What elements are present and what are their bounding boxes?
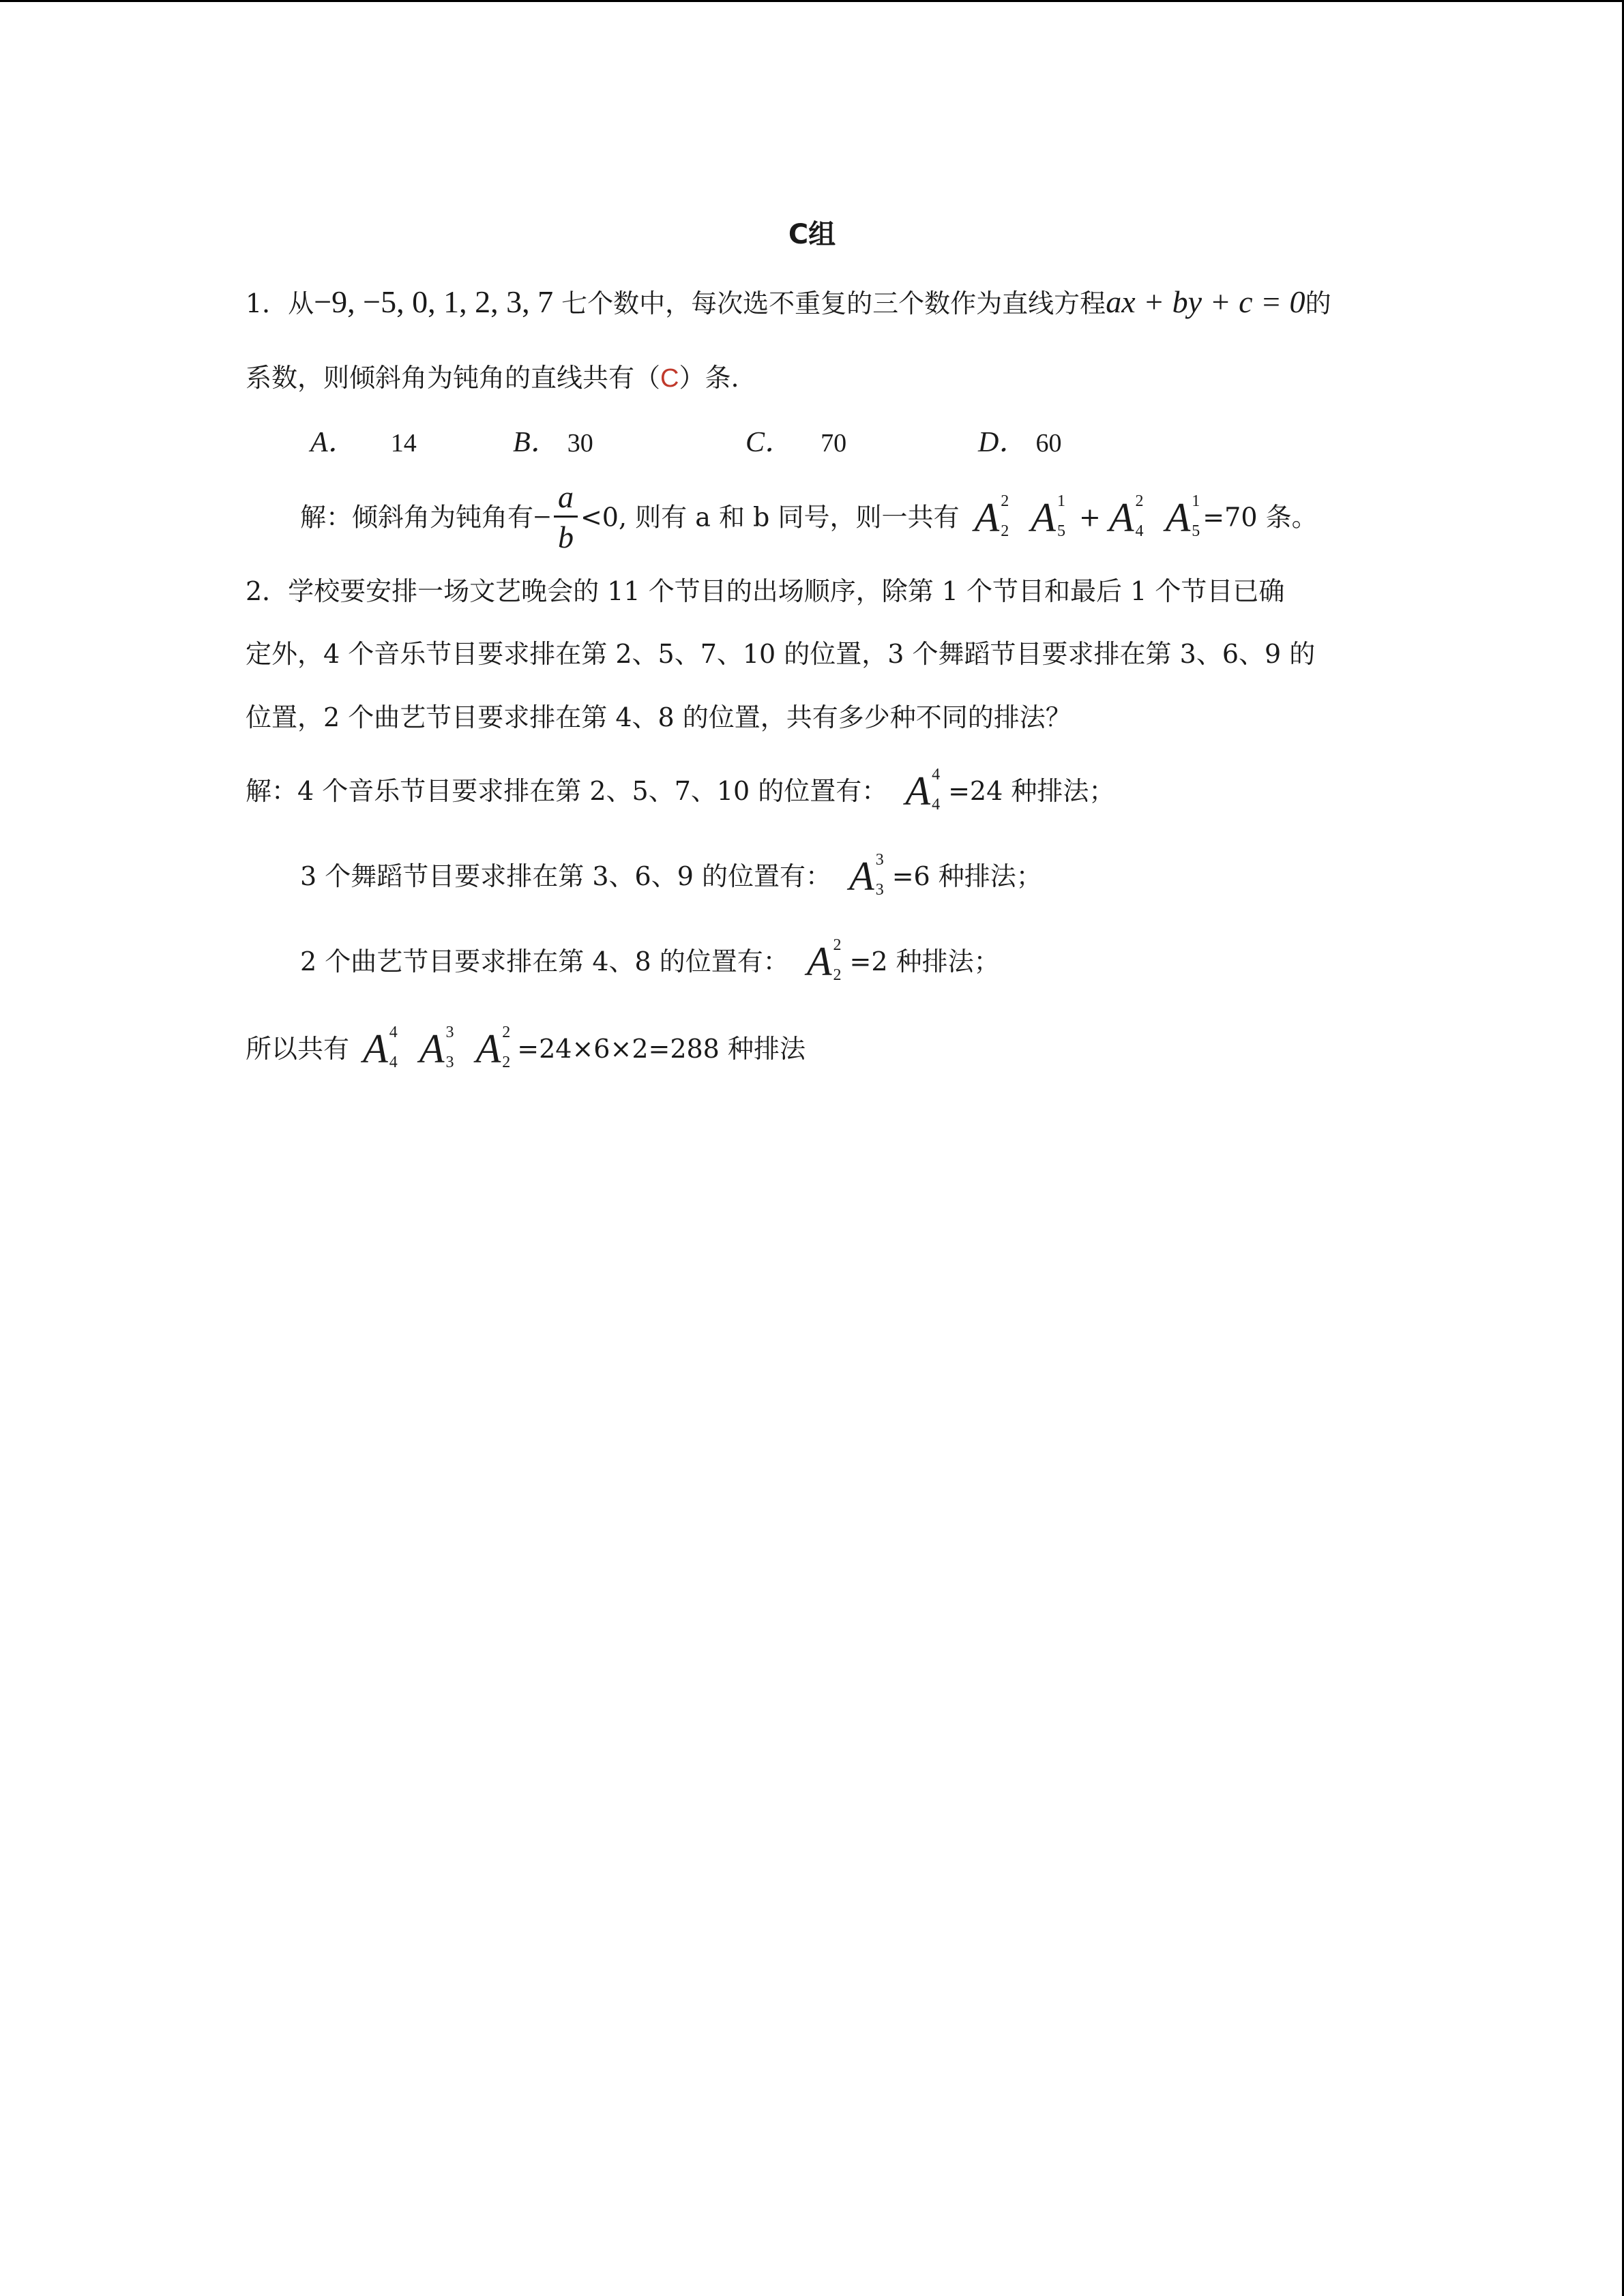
fraction-numerator: a [554, 481, 578, 518]
q1-solution [300, 481, 1318, 553]
q2-solution-line-1 [246, 766, 1115, 814]
option-c-value: 70 [821, 429, 847, 458]
option-a-value: 14 [390, 429, 417, 458]
permutation-a-2-2: A 2 2 [974, 492, 1009, 540]
permutation-a-2-2-q2: A 2 2 [806, 936, 842, 984]
permutation-a-3-3-final: A 3 3 [419, 1024, 454, 1071]
q2-sol2-result: =6 种排法； [891, 861, 1042, 891]
option-c-letter: C． [745, 427, 794, 458]
q2-final-result: =24×6×2=288 种排法 [517, 1034, 806, 1064]
q2-sol1-text: 解：4 个音乐节目要求排在第 2、5、7、10 的位置有： [246, 776, 888, 806]
q1-prefix: 1．从 [246, 288, 314, 318]
q1-solution-middle: <0, 则有 a 和 b 同号，则一共有 [580, 502, 960, 533]
q2-sol1-result: =24 种排法； [948, 776, 1115, 806]
q1-line-1 [246, 286, 1331, 318]
q2-line-3: 位置，2 个曲艺节目要求排在第 4、8 的位置，共有多少种不同的排法？ [246, 702, 1072, 732]
q1-solution-prefix: 解：倾斜角为钝角有 [300, 502, 534, 533]
option-b-value: 30 [567, 429, 593, 458]
permutation-a-4-4-final: A 4 4 [363, 1024, 398, 1071]
fraction-minus-sign: − [533, 499, 551, 535]
q2-solution-line-2 [300, 851, 1042, 899]
q1-line-2 [246, 365, 739, 391]
q2-sol3-result: =2 种排法； [849, 946, 1000, 976]
permutation-a-4-2: A 2 4 [1108, 492, 1144, 540]
q1-text-mid: 七个数中，每次选不重复的三个数作为直线方程 [561, 288, 1106, 318]
q1-line-equation: ax + by + c = 0 [1106, 284, 1305, 319]
option-a-letter: A． [310, 427, 357, 458]
q2-final-prefix: 所以共有 [246, 1034, 350, 1064]
q1-number-list: −9, −5, 0, 1, 2, 3, 7 [314, 284, 554, 319]
fraction-denominator: b [557, 520, 574, 554]
q2-sol2-text: 3 个舞蹈节目要求排在第 3、6、9 的位置有： [300, 861, 831, 891]
permutation-a-2-2-final: A 2 2 [475, 1024, 511, 1071]
q2-sol3-text: 2 个曲艺节目要求排在第 4、8 的位置有： [300, 946, 789, 976]
q1-text-end: 的 [1305, 288, 1331, 318]
q1-answer: C [660, 364, 679, 393]
q1-option-a [310, 428, 417, 457]
q2-line-2: 定外，4 个音乐节目要求排在第 2、5、7、10 的位置，3 个舞蹈节目要求排在第 3、6、9 的 [246, 639, 1316, 669]
q1-option-b [513, 428, 593, 457]
permutation-a-5-1: A 1 5 [1031, 492, 1065, 540]
q2-final-answer [246, 1024, 806, 1071]
q1-solution-result: =70 条。 [1202, 502, 1318, 533]
permutation-a-4-4: A 4 4 [905, 766, 941, 814]
permutation-a-5-1-second: A 1 5 [1165, 492, 1200, 540]
permutation-a-3-3: A 3 3 [849, 851, 884, 899]
q1-question-text: 系数，则倾斜角为钝角的直线共有（ [246, 363, 661, 393]
q1-option-c [745, 428, 846, 457]
option-b-letter: B． [513, 427, 559, 458]
group-title: C组 [788, 219, 836, 250]
fraction-a-over-b [554, 481, 578, 553]
option-d-value: 60 [1035, 429, 1062, 458]
q2-line-1: 2．学校要安排一场文艺晚会的 11 个节目的出场顺序，除第 1 个节目和最后 1 个节目已确 [246, 576, 1285, 606]
q1-option-d [978, 428, 1061, 457]
option-d-letter: D． [978, 427, 1028, 458]
q2-solution-line-3 [300, 936, 1000, 984]
plus-sign: + [1078, 502, 1101, 533]
q1-question-end: ）条. [679, 363, 739, 393]
